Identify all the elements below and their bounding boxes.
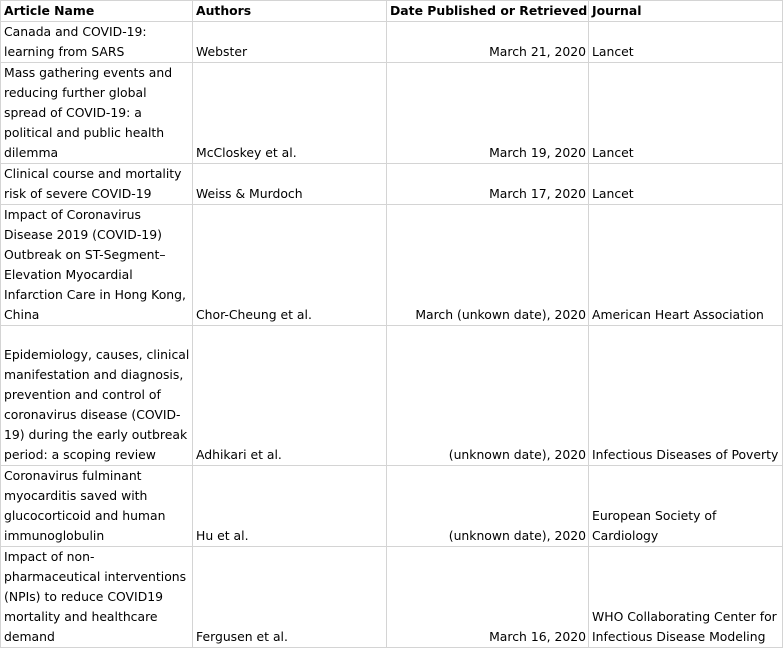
- header-article-name[interactable]: Article Name: [1, 1, 193, 22]
- table-row: [1, 63, 783, 164]
- cell-journal[interactable]: Infectious Diseases of Poverty: [589, 326, 783, 466]
- header-authors[interactable]: Authors: [193, 1, 387, 22]
- table-row: [1, 326, 783, 466]
- header-row: [1, 1, 783, 22]
- cell-authors[interactable]: Adhikari et al.: [193, 326, 387, 466]
- cell-date[interactable]: March (unkown date), 2020: [387, 205, 589, 326]
- table-row: [1, 164, 783, 205]
- cell-date[interactable]: March 16, 2020: [387, 547, 589, 648]
- cell-date[interactable]: (unknown date), 2020: [387, 326, 589, 466]
- table-row: [1, 547, 783, 648]
- cell-article[interactable]: Canada and COVID-19: learning from SARS: [1, 22, 193, 63]
- cell-article[interactable]: Coronavirus fulminant myocarditis saved with glucocorticoid and human immunoglobulin: [1, 466, 193, 547]
- cell-article[interactable]: Epidemiology, causes, clinical manifestation and diagnosis, prevention and control of coronavirus disease (COVID-19) during the early outbreak period: a scoping review: [1, 326, 193, 466]
- cell-authors[interactable]: Webster: [193, 22, 387, 63]
- cell-journal[interactable]: WHO Collaborating Center for Infectious Disease Modeling: [589, 547, 783, 648]
- cell-article[interactable]: Impact of Coronavirus Disease 2019 (COVID-19) Outbreak on ST-Segment–Elevation Myocardial Infarction Care in Hong Kong, China: [1, 205, 193, 326]
- cell-authors[interactable]: Hu et al.: [193, 466, 387, 547]
- cell-journal[interactable]: European Society of Cardiology: [589, 466, 783, 547]
- cell-date[interactable]: March 17, 2020: [387, 164, 589, 205]
- cell-journal[interactable]: Lancet: [589, 22, 783, 63]
- cell-date[interactable]: (unknown date), 2020: [387, 466, 589, 547]
- cell-authors[interactable]: Fergusen et al.: [193, 547, 387, 648]
- cell-authors[interactable]: Weiss & Murdoch: [193, 164, 387, 205]
- table-row: [1, 205, 783, 326]
- cell-journal[interactable]: Lancet: [589, 63, 783, 164]
- cell-date[interactable]: March 19, 2020: [387, 63, 589, 164]
- cell-date[interactable]: March 21, 2020: [387, 22, 589, 63]
- cell-article[interactable]: Mass gathering events and reducing further global spread of COVID-19: a political and public health dilemma: [1, 63, 193, 164]
- table-row: [1, 466, 783, 547]
- table-row: [1, 22, 783, 63]
- cell-journal[interactable]: American Heart Association: [589, 205, 783, 326]
- cell-journal[interactable]: Lancet: [589, 164, 783, 205]
- cell-article[interactable]: Impact of non-pharmaceutical interventions (NPIs) to reduce COVID19 mortality and healthcare demand: [1, 547, 193, 648]
- header-journal[interactable]: Journal: [589, 1, 783, 22]
- cell-article[interactable]: Clinical course and mortality risk of severe COVID-19: [1, 164, 193, 205]
- cell-authors[interactable]: McCloskey et al.: [193, 63, 387, 164]
- cell-authors[interactable]: Chor-Cheung et al.: [193, 205, 387, 326]
- header-date[interactable]: Date Published or Retrieved: [387, 1, 589, 22]
